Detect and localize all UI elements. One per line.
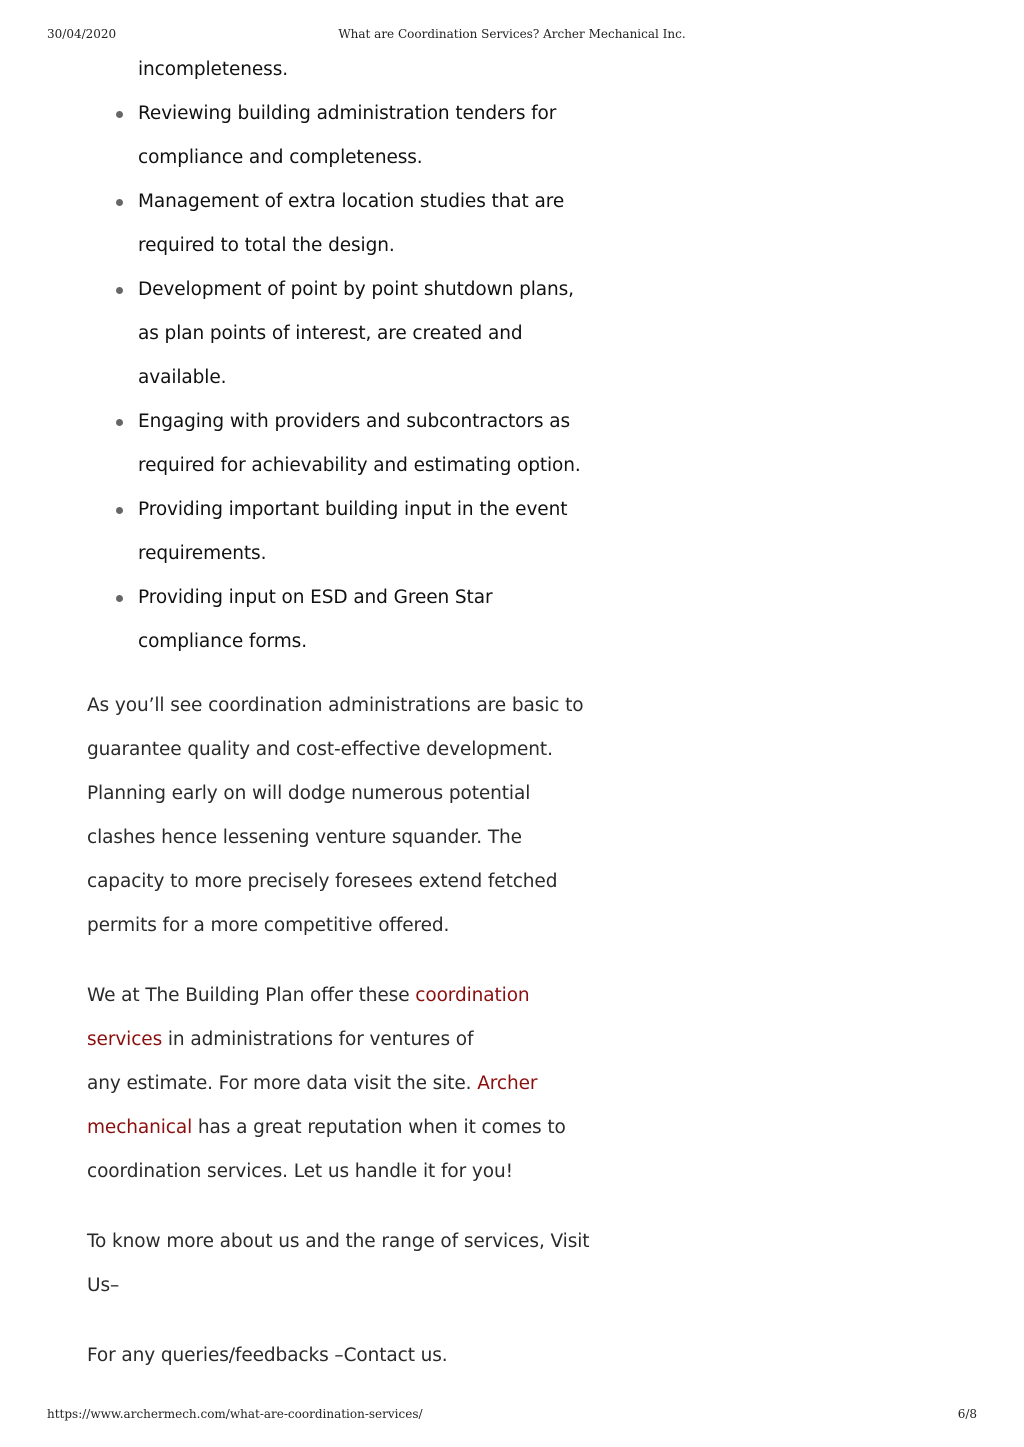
print-page-number: 6/8 xyxy=(957,1407,977,1421)
list-item-line: requirements. xyxy=(138,543,267,564)
paragraph-coordination-basics xyxy=(87,684,627,948)
list-item xyxy=(138,268,627,400)
list-item-line: available. xyxy=(138,367,227,388)
list-item-line: required for achievability and estimating option. xyxy=(138,455,581,476)
list-item-line: Providing input on ESD and Green Star xyxy=(138,587,493,608)
paragraph-contact-us xyxy=(87,1334,627,1378)
paragraph-offer xyxy=(87,974,627,1194)
print-url: https://www.archermech.com/what-are-coordination-services/ xyxy=(47,1407,423,1421)
list-item-line: required to total the design. xyxy=(138,235,395,256)
print-page-title: What are Coordination Services? Archer Mechanical Inc. xyxy=(338,27,686,41)
link-text[interactable]: mechanical xyxy=(87,1117,193,1138)
paragraph-line: guarantee quality and cost-effective development. xyxy=(87,739,553,760)
paragraph-text: has a great reputation when it comes to xyxy=(192,1117,566,1138)
print-footer xyxy=(0,1407,1024,1423)
paragraph-line: Planning early on will dodge numerous potential xyxy=(87,783,531,804)
list-item-line: as plan points of interest, are created and xyxy=(138,323,523,344)
paragraph-visit-us xyxy=(87,1220,627,1308)
paragraph-line: To know more about us and the range of services, Visit xyxy=(87,1231,590,1252)
paragraph-line: As you’ll see coordination administrations are basic to xyxy=(87,695,584,716)
list-item-line: Providing important building input in the event xyxy=(138,499,568,520)
list-item xyxy=(138,180,627,268)
print-date: 30/04/2020 xyxy=(47,27,117,41)
paragraph-text: any estimate. For more data visit the site. xyxy=(87,1073,478,1094)
list-item xyxy=(138,48,627,92)
paragraph-text: in administrations for ventures of xyxy=(162,1029,474,1050)
link-text[interactable]: Archer xyxy=(477,1073,538,1094)
paragraph-line: capacity to more precisely foresees extend fetched xyxy=(87,871,558,892)
paragraph-text: coordination services. Let us handle it for you! xyxy=(87,1161,513,1182)
article-content xyxy=(87,48,627,1378)
list-item-line: Development of point by point shutdown plans, xyxy=(138,279,574,300)
link-text[interactable]: services xyxy=(87,1029,163,1050)
list-item-line: Engaging with providers and subcontractors as xyxy=(138,411,571,432)
list-item-line: incompleteness. xyxy=(138,59,289,80)
list-item-line: Management of extra location studies that are xyxy=(138,191,565,212)
paragraph-line: For any queries/feedbacks –Contact us. xyxy=(87,1345,448,1366)
list-item xyxy=(138,92,627,180)
list-item-line: compliance forms. xyxy=(138,631,307,652)
paragraph-line: permits for a more competitive offered. xyxy=(87,915,450,936)
list-item-line: compliance and completeness. xyxy=(138,147,423,168)
list-item-line: Reviewing building administration tenders for xyxy=(138,103,557,124)
services-list xyxy=(87,48,627,664)
paragraph-line: Us– xyxy=(87,1275,120,1296)
list-item xyxy=(138,576,627,664)
paragraph-line: clashes hence lessening venture squander. The xyxy=(87,827,522,848)
list-item xyxy=(138,488,627,576)
link-text[interactable]: coordination xyxy=(415,985,530,1006)
list-item xyxy=(138,400,627,488)
paragraph-text: We at The Building Plan offer these xyxy=(87,985,416,1006)
print-header xyxy=(0,27,1024,43)
